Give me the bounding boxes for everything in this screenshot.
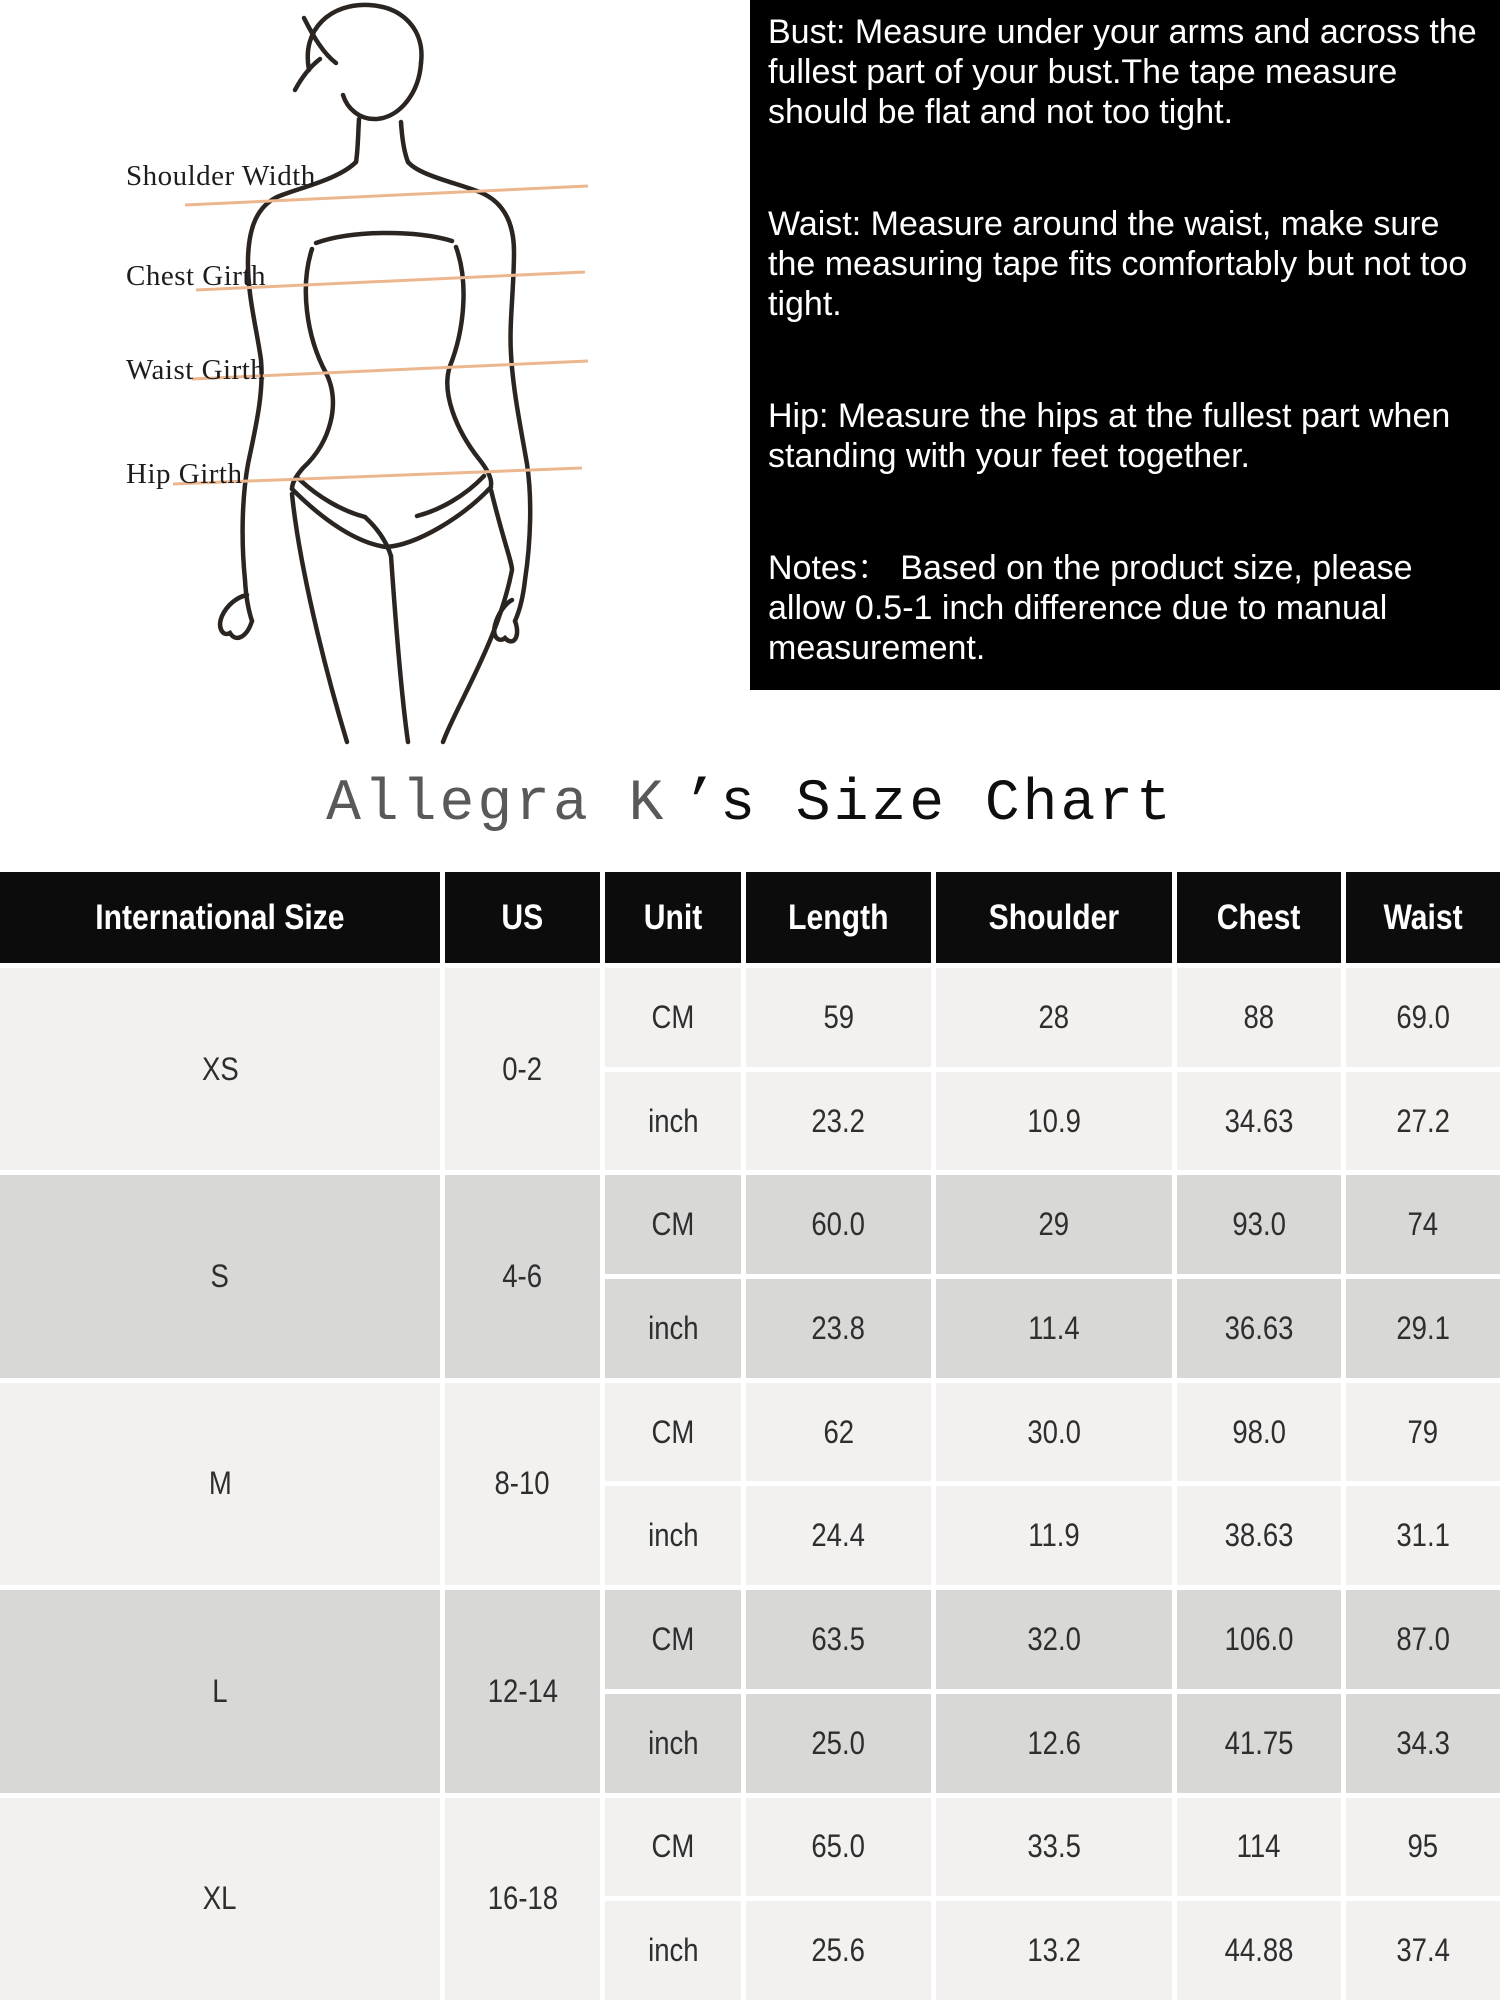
size-cell: L [0,1590,440,1792]
shoulder-width-label: Shoulder Width [126,160,316,192]
header-cell: Shoulder [936,872,1172,963]
hip-instruction-text: Hip: Measure the hips at the fullest part when standing with your feet together. [768,397,1451,475]
unit-cell: CM [605,1383,741,1482]
measure-cell: 23.8 [746,1279,931,1378]
header-cell: International Size [0,872,440,963]
measure-cell: 60.0 [746,1175,931,1274]
bikini-left-line [299,479,365,517]
measure-cell: 88 [1177,968,1341,1067]
measure-cell: 63.5 [746,1590,931,1689]
body-figure-area [0,0,750,760]
unit-cell: inch [605,1072,741,1171]
measure-cell: 33.5 [936,1798,1172,1897]
size-cell: XS [0,968,440,1170]
header-cell: US [445,872,600,963]
leg-right-outer-line [443,490,512,742]
measure-cell: 74 [1346,1175,1500,1274]
face-line [343,63,421,119]
header-cell: Waist [1346,872,1500,963]
measure-cell: 30.0 [936,1383,1172,1482]
measure-cell: 28 [936,968,1172,1067]
body-right-line [408,162,530,621]
size-table [0,872,1500,2000]
waist-girth-label: Waist Girth [126,354,266,386]
bodice-top-line [316,233,452,243]
measure-cell: 10.9 [936,1072,1172,1171]
measure-cell: 93.0 [1177,1175,1341,1274]
unit-cell: CM [605,1798,741,1897]
measure-cell: 11.9 [936,1486,1172,1585]
measure-cell: 87.0 [1346,1590,1500,1689]
measure-cell: 69.0 [1346,968,1500,1067]
measure-cell: 29 [936,1175,1172,1274]
measure-cell: 79 [1346,1383,1500,1482]
measure-cell: 95 [1346,1798,1500,1897]
us-cell: 4-6 [445,1175,600,1377]
measure-cell: 98.0 [1177,1383,1341,1482]
measure-cell: 37.4 [1346,1901,1500,2000]
measure-cell: 24.4 [746,1486,931,1585]
header-cell: Chest [1177,872,1341,963]
notes-text: Notes： Based on the product size, please allow 0.5-1 inch difference due to manual measurement. [768,549,1413,667]
leg-middle-line [391,556,408,742]
measure-instructions-box [750,0,1500,690]
bikini-right-line [417,476,484,516]
neck-right-line [401,122,408,162]
us-cell: 8-10 [445,1383,600,1585]
measure-cell: 44.88 [1177,1901,1341,2000]
measure-cell: 114 [1177,1798,1341,1897]
measure-cell: 62 [746,1383,931,1482]
chest-girth-label: Chest Girth [126,260,267,292]
brand-name: Allegra K [326,772,667,837]
measure-cell: 31.1 [1346,1486,1500,1585]
size-cell: XL [0,1798,440,2000]
measure-cell: 13.2 [936,1901,1172,2000]
measure-cell: 23.2 [746,1072,931,1171]
waist-instruction-text: Waist: Measure around the waist, make sure the measuring tape fits comfortably but not too tight. [768,205,1468,323]
hip-girth-label: Hip Girth [126,458,243,490]
size-cell: S [0,1175,440,1377]
measure-cell: 34.3 [1346,1694,1500,1793]
measure-cell: 106.0 [1177,1590,1341,1689]
measure-cell: 41.75 [1177,1694,1341,1793]
leg-left-outer-line [292,494,347,742]
measure-cell: 65.0 [746,1798,931,1897]
us-cell: 16-18 [445,1798,600,2000]
measure-cell: 12.6 [936,1694,1172,1793]
measure-cell: 25.0 [746,1694,931,1793]
body-outline-illustration [0,0,750,760]
measure-cell: 38.63 [1177,1486,1341,1585]
neck-left-line [356,119,359,162]
measure-cell: 34.63 [1177,1072,1341,1171]
us-cell: 12-14 [445,1590,600,1792]
header-cell: Length [746,872,931,963]
unit-cell: CM [605,1175,741,1274]
us-cell: 0-2 [445,968,600,1170]
measure-cell: 25.6 [746,1901,931,2000]
measure-cell: 11.4 [936,1279,1172,1378]
measure-cell: 32.0 [936,1590,1172,1689]
unit-cell: inch [605,1694,741,1793]
unit-cell: inch [605,1486,741,1585]
measure-cell: 29.1 [1346,1279,1500,1378]
header-cell: Unit [605,872,741,963]
hair-line [308,5,422,70]
crotch-line [365,517,391,556]
unit-cell: CM [605,968,741,1067]
title-rest: ’s Size Chart [682,772,1174,837]
unit-cell: inch [605,1901,741,2000]
measure-cell: 27.2 [1346,1072,1500,1171]
bust-instruction-text: Bust: Measure under your arms and across the fullest part of your bust.The tape measure should be flat and not too tight. [768,13,1477,131]
size-cell: M [0,1383,440,1585]
measure-cell: 36.63 [1177,1279,1341,1378]
size-chart-title [0,772,1500,837]
unit-cell: CM [605,1590,741,1689]
measure-cell: 59 [746,968,931,1067]
unit-cell: inch [605,1279,741,1378]
